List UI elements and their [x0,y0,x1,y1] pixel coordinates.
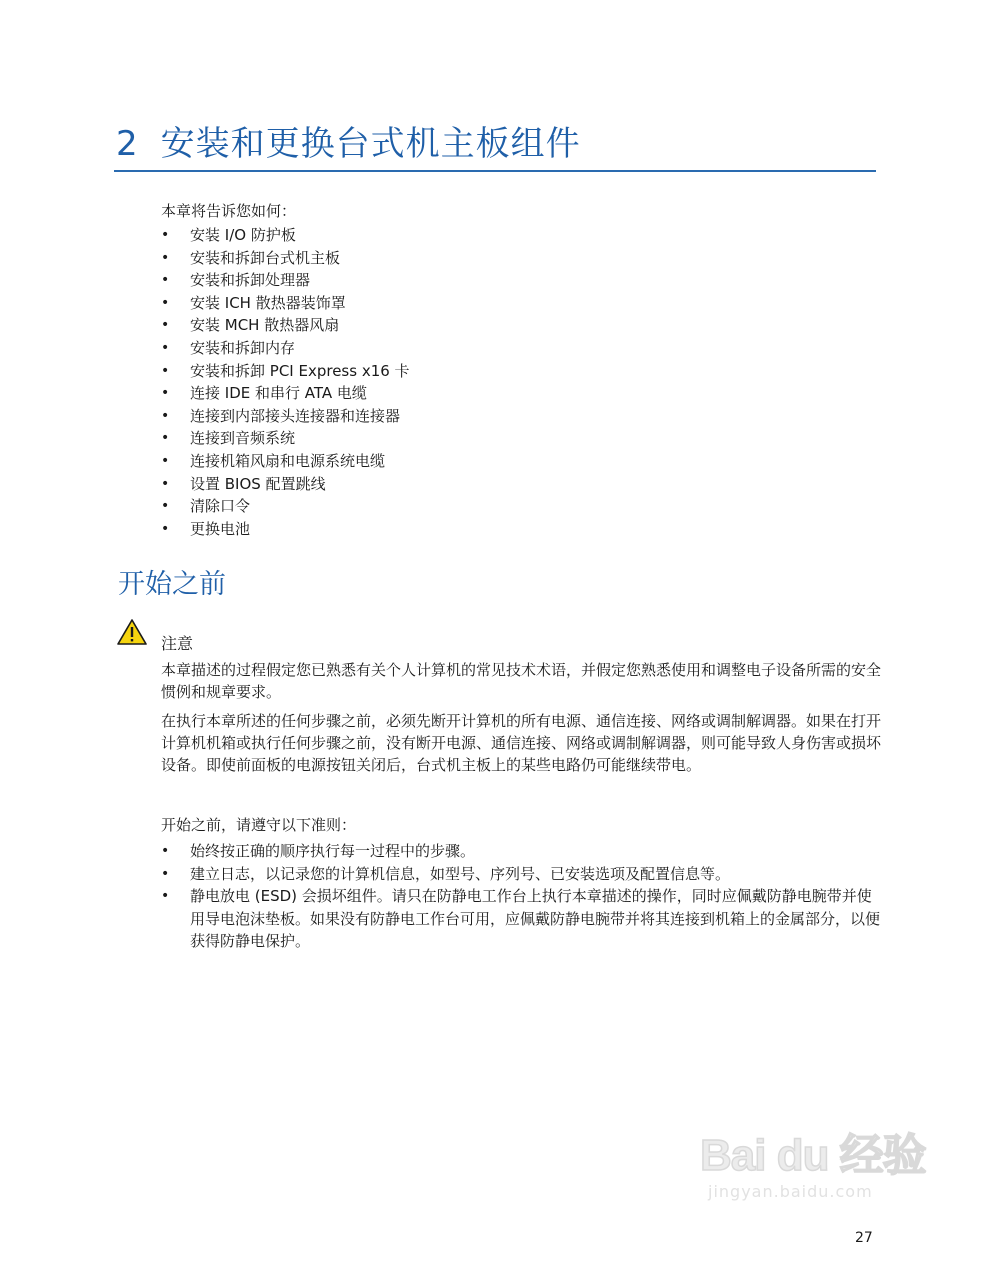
task-list-item: • 连接到内部接头连接器和连接器 [161,405,861,428]
note-paragraph-1: 本章描述的过程假定您已熟悉有关个人计算机的常见技术术语，并假定您熟悉使用和调整电子设备所需的安全惯例和规章要求。 [161,661,882,701]
task-list-item: • 安装和拆卸 PCI Express x16 卡 [161,360,861,383]
guideline-list-item: • 静电放电 (ESD) 会损坏组件。请只在防静电工作台上执行本章描述的操作，同时应佩戴防静电腕带并使用导电泡沫垫板。如果没有防静电工作台可用，应佩戴防静电腕带并将其连接到机箱上的金属部分，以便获得防静电保护。 [161,885,881,953]
task-list-item: • 连接到音频系统 [161,427,861,450]
title-divider [114,170,876,172]
task-list-item: • 安装 I/O 防护板 [161,224,861,247]
guideline-list [161,840,881,953]
intro-text: 本章将告诉您如何： [161,202,297,220]
task-list-item: • 安装 ICH 散热器装饰罩 [161,292,861,315]
guideline-list-item: • 建立日志，以记录您的计算机信息，如型号、序列号、已安装选项及配置信息等。 [161,863,881,886]
task-list-item: • 设置 BIOS 配置跳线 [161,473,861,496]
guidelines-intro: 开始之前，请遵守以下准则： [161,816,357,834]
task-list [161,224,861,540]
section-title: 开始之前 [118,569,226,600]
watermark [700,1130,935,1230]
task-list-item: • 更换电池 [161,518,861,541]
task-list-item: • 安装 MCH 散热器风扇 [161,314,861,337]
watermark-logo: Bai du 经验 [700,1131,926,1180]
task-list-item: • 安装和拆卸台式机主板 [161,247,861,270]
task-list-item: • 连接机箱风扇和电源系统电缆 [161,450,861,473]
task-list-item: • 安装和拆卸内存 [161,337,861,360]
note-paragraph-2: 在执行本章所述的任何步骤之前，必须先断开计算机的所有电源、通信连接、网络或调制解调器。如果在打开计算机机箱或执行任何步骤之前，没有断开电源、通信连接、网络或调制解调器，则可能导致人身伤害或损坏设备。即使前面板的电源按钮关闭后，台式机主板上的某些电路仍可能继续带电。 [161,712,882,774]
task-list-item: • 安装和拆卸处理器 [161,269,861,292]
watermark-url: jingyan.baidu.com [708,1182,873,1201]
warning-icon [116,618,148,646]
chapter-number: 2 [116,124,139,164]
task-list-item: • 清除口令 [161,495,861,518]
guideline-list-item: • 始终按正确的顺序执行每一过程中的步骤。 [161,840,881,863]
page-number: 27 [855,1230,873,1246]
task-list-item: • 连接 IDE 和串行 ATA 电缆 [161,382,861,405]
chapter-title [116,116,581,165]
chapter-title-text: 安装和更换台式机主板组件 [160,124,581,164]
note-label: 注意 [161,634,194,653]
